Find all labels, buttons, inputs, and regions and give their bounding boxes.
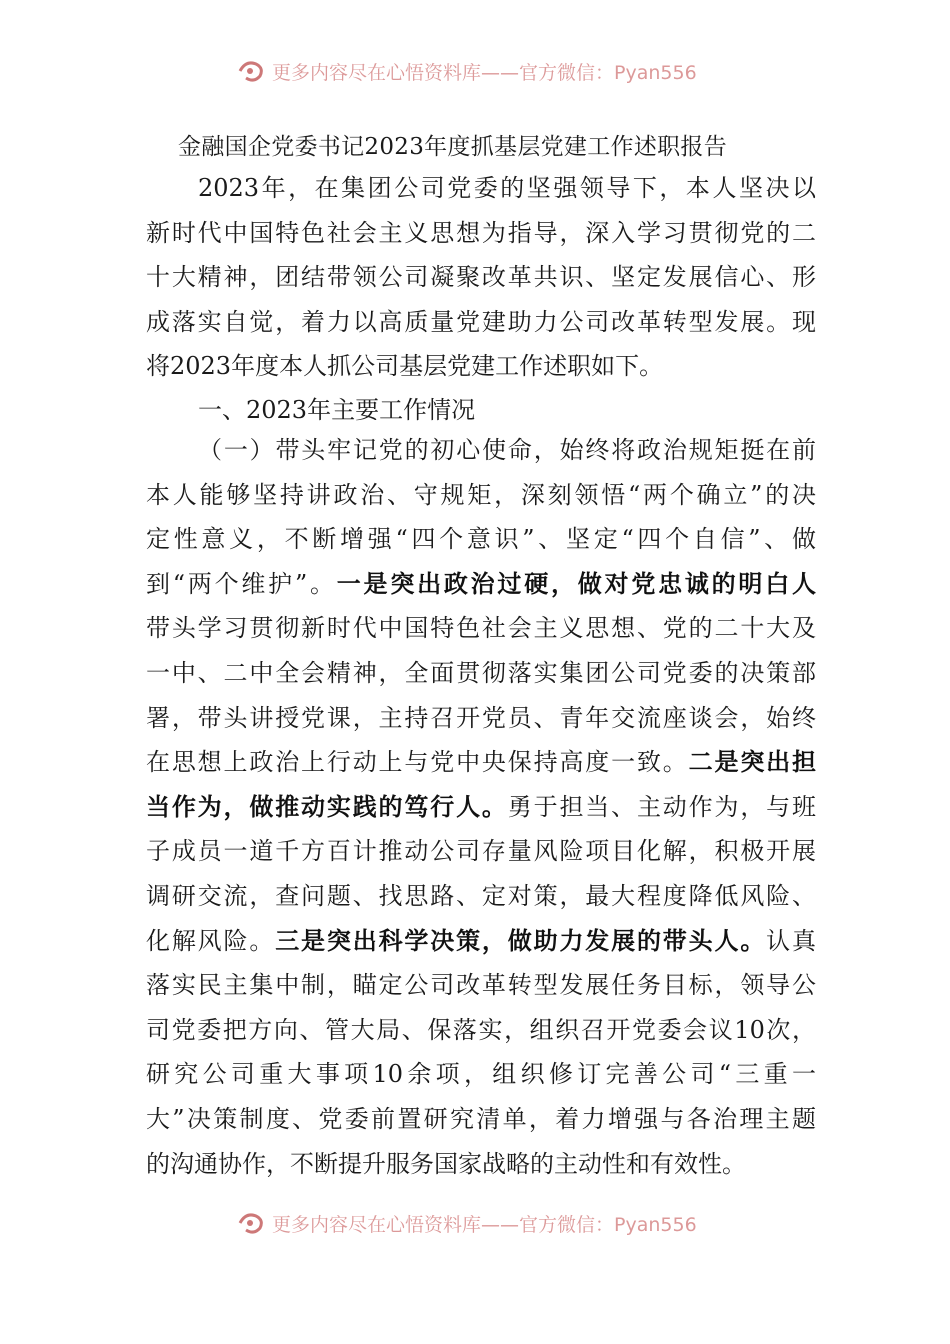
text-run: 在思想上政治上行动上与党中央保持高度一致。	[146, 748, 689, 777]
bold-point: 当作为，做推动实践的笃行人。	[146, 791, 508, 821]
watermark-text: 更多内容尽在心悟资料库——官方微信：Pyan556	[272, 1213, 697, 1236]
text-line: 本人能够坚持讲政治、守规矩，深刻领悟“两个确立”的决	[146, 480, 816, 509]
text-line	[146, 785, 816, 830]
text-line: 定性意义，不断增强“四个意识”、坚定“四个自信”、做	[146, 525, 816, 554]
text-line: 2023年，在集团公司党委的坚强领导下，本人坚决以	[198, 174, 816, 202]
watermark-text: 更多内容尽在心悟资料库——官方微信：Pyan556	[272, 61, 697, 84]
text-line: 研究公司重大事项10余项，组织修订完善公司“三重一	[146, 1060, 816, 1089]
logo-icon	[236, 1210, 266, 1236]
logo-icon	[236, 58, 266, 84]
text-line	[146, 562, 816, 607]
text-line: 调研交流，查问题、找思路、定对策，最大程度降低风险、	[146, 881, 816, 910]
text-line: 十大精神，团结带领公司凝聚改革共识、坚定发展信心、形	[146, 263, 816, 292]
watermark-footer	[236, 1208, 697, 1238]
text-line: 成落实自觉，着力以高质量党建助力公司改革转型发展。现	[146, 307, 816, 336]
text-line	[146, 740, 816, 785]
text-run: 化解风险。	[146, 926, 276, 955]
watermark-header	[236, 56, 697, 86]
text-line: 的沟通协作，不断提升服务国家战略的主动性和有效性。	[146, 1149, 746, 1178]
text-line: 一中、二中全会精神，全面贯彻落实集团公司党委的决策部	[146, 658, 816, 687]
text-line	[146, 919, 816, 964]
text-line: 署，带头讲授党课，主持召开党员、青年交流座谈会，始终	[146, 703, 816, 732]
text-line: 落实民主集中制，瞄定公司改革转型发展任务目标，领导公	[146, 971, 816, 1000]
text-line: 新时代中国特色社会主义思想为指导，深入学习贯彻党的二	[146, 218, 816, 247]
bold-point: 一是突出政治过硬，做对党忠诚的明白人	[336, 568, 816, 598]
sub-heading: （一）带头牢记党的初心使命，始终将政治规矩挺在前	[198, 436, 816, 464]
text-run: 到“两个维护”。	[146, 569, 337, 598]
bold-point: 二是突出担	[688, 747, 817, 777]
bold-point: 三是突出科学决策，做助力发展的带头人。	[275, 925, 767, 955]
intro-paragraph	[146, 166, 816, 389]
section-heading-block	[146, 388, 816, 433]
body-paragraph	[146, 428, 816, 1186]
section-heading: 一、2023年主要工作情况	[198, 396, 476, 424]
text-run: 勇于担当、主动作为，与班	[507, 792, 817, 821]
text-line: 司党委把方向、管大局、保落实，组织召开党委会议10次，	[146, 1015, 816, 1044]
text-line: 将2023年度本人抓公司基层党建工作述职如下。	[146, 352, 664, 381]
text-line: 大”决策制度、党委前置研究清单，着力增强与各治理主题	[146, 1104, 816, 1133]
text-run: 认真	[766, 926, 817, 955]
text-line: 带头学习贯彻新时代中国特色社会主义思想、党的二十大及	[146, 614, 816, 643]
document-title: 金融国企党委书记2023年度抓基层党建工作述职报告	[178, 134, 728, 160]
text-line: 子成员一道千方百计推动公司存量风险项目化解，积极开展	[146, 837, 816, 866]
